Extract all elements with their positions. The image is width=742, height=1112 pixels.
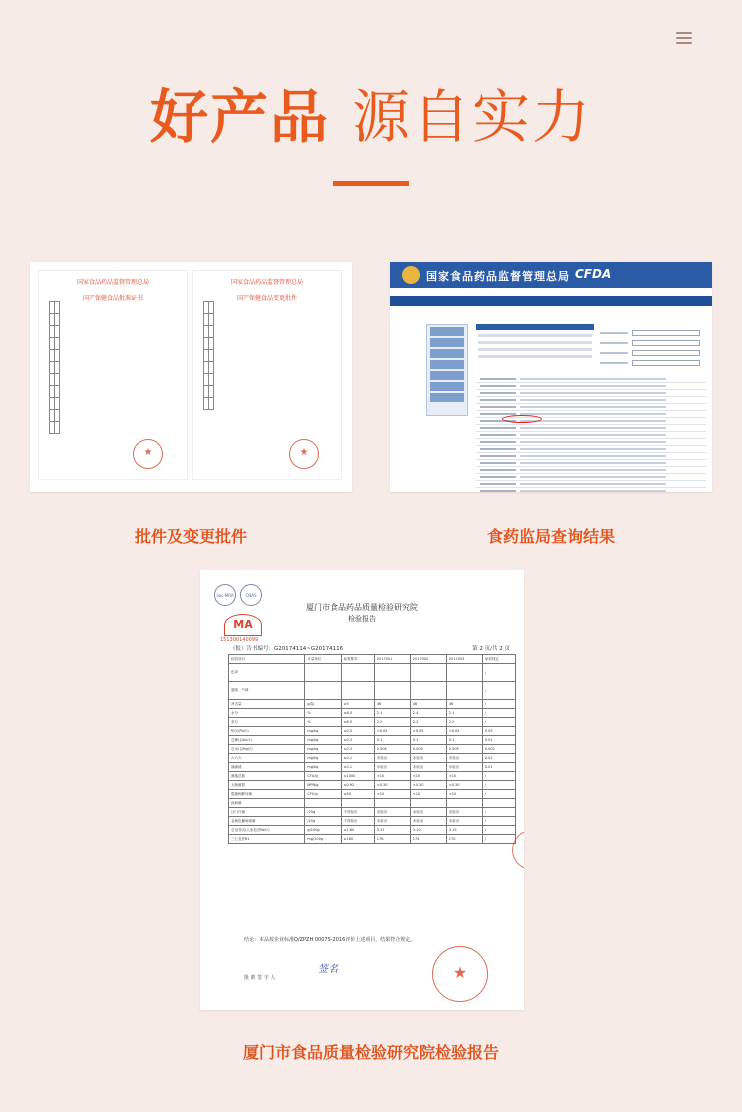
ma-mark: MA: [224, 614, 262, 636]
cfda-nav-item: 化妆品: [661, 307, 677, 313]
hamburger-menu-icon[interactable]: [676, 32, 692, 44]
cfda-nav-item: 食品: [477, 307, 488, 313]
cfda-nav-item: 药品: [539, 307, 550, 313]
report-cell: 2.1: [446, 709, 482, 718]
report-row: [229, 736, 516, 745]
report-cell: 沙门氏菌: [229, 808, 305, 817]
report-cell: /: [482, 826, 515, 835]
doc-table: [203, 301, 214, 410]
caption-approval-docs: 批件及变更批件: [134, 527, 247, 546]
report-number: [230, 644, 343, 652]
report-row: [229, 772, 516, 781]
report-cell: 0.002: [482, 745, 515, 754]
report-cell: 色泽: [229, 664, 305, 682]
doc-table: [49, 301, 60, 434]
report-cell: /: [482, 808, 515, 817]
report-cell: 未检出: [374, 754, 410, 763]
report-cell: ≤6.0: [341, 718, 374, 727]
report-cell: 总砷(以As计): [229, 736, 305, 745]
report-page-info: 第 2 页/共 2 页: [472, 646, 510, 652]
report-cell: 灰分: [229, 718, 305, 727]
report-cell: 大肠菌群: [229, 781, 305, 790]
report-cell: 46: [374, 700, 410, 709]
report-cell: [410, 799, 446, 808]
report-cell: 174: [410, 835, 446, 844]
report-type: 检验报告: [348, 615, 376, 623]
approval-certificate: [38, 270, 188, 480]
report-cell: ≤6.0: [341, 709, 374, 718]
report-row: [229, 718, 516, 727]
report-cell: 3.15: [446, 826, 482, 835]
approval-docs-image: [30, 262, 352, 492]
approver-label: 批 准 签 字 人: [244, 975, 276, 981]
report-cell: 不得检出: [341, 808, 374, 817]
report-cell: [305, 799, 341, 808]
report-cell: [446, 682, 482, 700]
report-cell: <10: [374, 790, 410, 799]
report-cell: 六六六: [229, 754, 305, 763]
cfda-banner: [390, 262, 712, 288]
report-cell: 三七皂苷R1: [229, 835, 305, 844]
report-cell: 0.1: [446, 736, 482, 745]
report-cell: 46: [410, 700, 446, 709]
report-cell: 2.2: [446, 718, 482, 727]
report-cell: 菌落总数: [229, 772, 305, 781]
caption-inspection-report: 厦门市食品质量检验研究院检验报告: [242, 1043, 499, 1062]
report-cell: [374, 664, 410, 682]
report-cell: ≤0.3: [341, 745, 374, 754]
report-cell: 3.17: [374, 826, 410, 835]
report-cell: /: [482, 781, 515, 790]
report-cell: 总皂苷(以人参皂苷Re计): [229, 826, 305, 835]
cfda-title: 国家食品药品监督管理总局: [426, 270, 570, 283]
report-cell: 未检出: [446, 754, 482, 763]
report-cell: 0.01: [482, 754, 515, 763]
report-cell: /: [482, 772, 515, 781]
report-cell: ≤1000: [341, 772, 374, 781]
report-cell: 0.005: [410, 745, 446, 754]
headline-light: 源自实力: [352, 83, 593, 151]
report-cell: 滋味、气味: [229, 682, 305, 700]
doc-header-line: 国产保健食品变更批件: [236, 295, 297, 302]
report-cell: ≤0.1: [341, 754, 374, 763]
headline: [0, 70, 742, 154]
report-row: [229, 835, 516, 844]
report-row: [229, 754, 516, 763]
doc-header-line: 国家食品药品监督管理总局: [230, 279, 303, 286]
report-cell: [305, 682, 341, 700]
cnas-logo: CNAS: [240, 584, 262, 606]
report-cell: <10: [374, 772, 410, 781]
report-cell: 未检出: [374, 763, 410, 772]
report-cell: /: [482, 718, 515, 727]
cfda-results-table: [476, 376, 706, 492]
official-seal: [432, 946, 488, 1002]
report-cell: [410, 664, 446, 682]
report-cell: [305, 664, 341, 682]
report-cell: /: [482, 664, 515, 682]
report-cell: 未检出: [410, 817, 446, 826]
report-cell: [446, 799, 482, 808]
report-cell: /: [482, 709, 515, 718]
report-cell: 0.01: [482, 763, 515, 772]
report-cell: 0.01: [482, 736, 515, 745]
change-approval-document: [192, 270, 342, 480]
report-row: [229, 826, 516, 835]
report-cell: 未检出: [374, 817, 410, 826]
report-cell: ≥1.60: [341, 826, 374, 835]
report-cell: [341, 682, 374, 700]
doc-header-line: 国产保健食品批准证书: [82, 295, 143, 302]
cfda-sidebar: [426, 324, 468, 416]
report-cell: 标准要求: [341, 655, 374, 664]
report-cell: ≤50: [341, 790, 374, 799]
official-seal: [289, 439, 319, 469]
report-cell: ≥160: [341, 835, 374, 844]
report-cell: 2.1: [374, 709, 410, 718]
report-row: [229, 790, 516, 799]
report-cell: mg/kg: [305, 727, 341, 736]
doc-header-line: 国家食品药品监督管理总局: [76, 279, 149, 286]
highlight-ring: [502, 415, 542, 423]
report-table: [228, 654, 516, 844]
report-cell: 0.004: [374, 745, 410, 754]
report-cell: mg/kg: [305, 754, 341, 763]
report-cell: mg/kg: [305, 763, 341, 772]
report-cell: CFU/g: [305, 790, 341, 799]
report-cell: g/100g: [305, 826, 341, 835]
headline-bold: 好产品: [149, 83, 330, 151]
report-cell: mg/kg: [305, 745, 341, 754]
report-cell: <10: [410, 772, 446, 781]
report-cell: 0.1: [410, 736, 446, 745]
report-conclusion: 结论：本品按企业标准Q/ZPZH 0007S-2016评价上述项目，结果符合规定。: [244, 937, 416, 943]
report-cell: 46: [446, 700, 482, 709]
report-cell: %: [305, 709, 341, 718]
inspection-report-image: [200, 570, 524, 1010]
report-cell: 单项判定: [482, 655, 515, 664]
report-cell: 不得检出: [341, 817, 374, 826]
report-cell: [341, 799, 374, 808]
report-cell: 170: [446, 835, 482, 844]
report-row: [229, 745, 516, 754]
report-row: [229, 817, 516, 826]
report-cell: ≤0.92: [341, 781, 374, 790]
report-cell: 未检出: [410, 808, 446, 817]
report-cell: 未检出: [446, 808, 482, 817]
report-cell: /25g: [305, 817, 341, 826]
report-cell: 0.1: [374, 736, 410, 745]
report-row: [229, 763, 516, 772]
report-cell: /: [482, 790, 515, 799]
report-cell: 未检出: [446, 763, 482, 772]
report-row: [229, 682, 516, 700]
report-cell: [374, 799, 410, 808]
cfda-nav-item: 医疗器械: [596, 307, 617, 313]
report-number-value: G20174114~G20174116: [274, 646, 344, 652]
report-cell: <10: [446, 772, 482, 781]
cfda-abbr: CFDA: [575, 267, 612, 281]
report-cell: <10: [410, 790, 446, 799]
report-row: [229, 781, 516, 790]
headline-divider: [333, 181, 409, 186]
ma-number: 151300140099: [220, 637, 259, 643]
report-cell: 未检出: [446, 817, 482, 826]
report-cell: <0.30: [410, 781, 446, 790]
report-cell: 霉菌和酵母菌: [229, 790, 305, 799]
report-cell: [410, 682, 446, 700]
cfda-search-form: [600, 330, 700, 370]
report-cell: g/袋: [305, 700, 341, 709]
report-cell: /: [482, 817, 515, 826]
report-cell: ≤0.1: [341, 763, 374, 772]
report-row: [229, 709, 516, 718]
report-cell: [482, 799, 515, 808]
report-cell: 铅(以Pb计): [229, 727, 305, 736]
report-number-label: （报）告书编号：: [230, 646, 275, 652]
report-cell: [374, 682, 410, 700]
report-cell: ≤0.3: [341, 736, 374, 745]
report-cell: <0.30: [446, 781, 482, 790]
report-cell: <0.30: [374, 781, 410, 790]
report-row: [229, 808, 516, 817]
report-cell: CFU/g: [305, 772, 341, 781]
report-cell: 未检出: [374, 808, 410, 817]
report-cell: 2.4: [410, 709, 446, 718]
report-row: [229, 727, 516, 736]
report-cell: 0.005: [446, 745, 482, 754]
report-cell: 滴滴涕: [229, 763, 305, 772]
report-cell: 2.2: [374, 718, 410, 727]
report-cell: 未检出: [410, 763, 446, 772]
report-cell: /: [482, 682, 515, 700]
report-cell: 3.10: [410, 826, 446, 835]
report-cell: <0.05: [374, 727, 410, 736]
cfda-nav-item: 首页: [415, 307, 426, 313]
report-row: [229, 799, 516, 808]
report-cell: mg/100g: [305, 835, 341, 844]
report-org: 厦门市食品药品质量检验研究院: [306, 603, 418, 612]
report-cell: <10: [446, 790, 482, 799]
official-seal: [133, 439, 163, 469]
report-cell: 2.2: [410, 718, 446, 727]
report-cell: 计量单位: [305, 655, 341, 664]
report-cell: 2017003: [446, 655, 482, 664]
report-cell: <0.05: [446, 727, 482, 736]
report-cell: 净含量: [229, 700, 305, 709]
report-cell: mg/kg: [305, 736, 341, 745]
report-row: [229, 700, 516, 709]
report-cell: /25g: [305, 808, 341, 817]
caption-cfda-query: 食药监局查询结果: [486, 527, 615, 546]
report-cell: 2017002: [410, 655, 446, 664]
report-cell: 2017001: [374, 655, 410, 664]
report-cell: 检验项目: [229, 655, 305, 664]
approver-signature: 签名: [318, 964, 338, 975]
report-row: [229, 664, 516, 682]
cfda-query-screenshot: [390, 262, 712, 492]
national-emblem-icon: [402, 266, 420, 284]
cfda-nav: [390, 296, 712, 313]
report-cell: 金黄色葡萄球菌: [229, 817, 305, 826]
report-cell: ≥5: [341, 700, 374, 709]
report-cell: 0.05: [482, 727, 515, 736]
report-cell: 致病菌: [229, 799, 305, 808]
report-cell: <0.05: [410, 727, 446, 736]
report-cell: /: [482, 700, 515, 709]
report-cell: [341, 664, 374, 682]
report-cell: ≤0.5: [341, 727, 374, 736]
report-cell: 水分: [229, 709, 305, 718]
report-cell: MPN/g: [305, 781, 341, 790]
report-cell: 176: [374, 835, 410, 844]
report-cell: 总汞(以Hg计): [229, 745, 305, 754]
report-cell: 未检出: [410, 754, 446, 763]
report-cell: [446, 664, 482, 682]
ilac-mra-logo: ilac-MRA: [214, 584, 236, 606]
report-header-row: [229, 655, 516, 664]
report-cell: /: [482, 835, 515, 844]
report-cell: %: [305, 718, 341, 727]
